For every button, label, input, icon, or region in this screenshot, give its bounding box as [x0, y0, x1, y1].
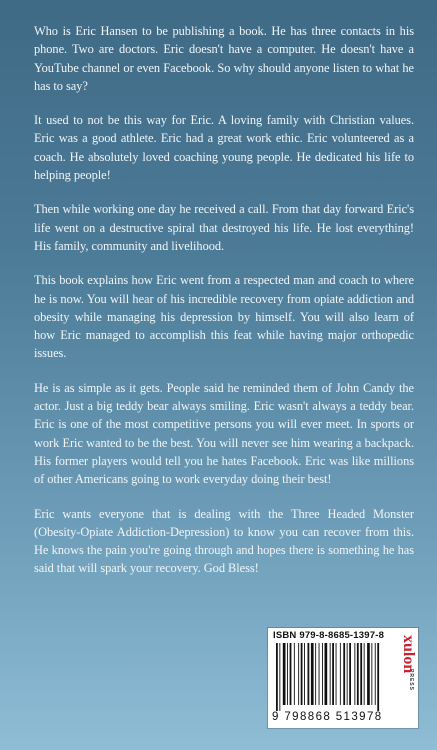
blurb-paragraph-2: It used to not be this way for Eric. A loving family with Christian values. Eric was a good athlete. Eric had a great work ethic. Eric volunteered as a coach. He absolutely loved coaching young people. He dedicated his life to helping people!: [34, 113, 414, 183]
blurb-paragraph-4: This book explains how Eric went from a respected man and coach to where he is now. You will hear of his incredible recovery from opiate addiction and obesity while managing his depression by himself. You will also learn of how Eric managed to accomplish this feat while having major orthopedic issues.: [34, 273, 414, 361]
blurb-text: [34, 22, 414, 594]
barcode-digits: 9 798868 513978: [272, 711, 383, 723]
svg-text:xulon: xulon: [400, 635, 417, 674]
blurb-paragraph-1: Who is Eric Hansen to be publishing a book. He has three contacts in his phone. Two are doctors. Eric doesn't have a computer. He doesn't have a YouTube channel or even Facebook. So why should anyone listen to what he has to say?: [34, 24, 414, 93]
isbn-label: ISBN 979-8-8685-1397-8: [273, 630, 385, 641]
blurb-paragraph-3: Then while working one day he received a call. From that day forward Eric's life went on a destructive spiral that destroyed his life. He lost everything! His family, community and livelihood.: [34, 202, 414, 253]
xulon-press-logo: [384, 633, 417, 699]
barcode-icon: [274, 643, 382, 711]
svg-text:PRESS: PRESS: [408, 669, 414, 691]
blurb-paragraph-5: He is as simple as it gets. People said he reminded them of John Candy the actor. Just a big teddy bear always smiling. Eric wasn't always a teddy bear. Eric is one of the most competitive persons you will ever meet. In sports or work Eric wanted to be the best. You will never see him wearing a backpack. His former players would tell you he hates Facebook. Eric was like millions of other Americans going to work everyday doing their best!: [34, 380, 414, 487]
blurb-paragraph-6: Eric wants everyone that is dealing with the Three Headed Monster (Obesity-Opiate Addiction-Depression) to know you can recover from this. He knows the pain you're going through and hopes there is something he has said that will spark your recovery. God Bless!: [34, 506, 414, 576]
